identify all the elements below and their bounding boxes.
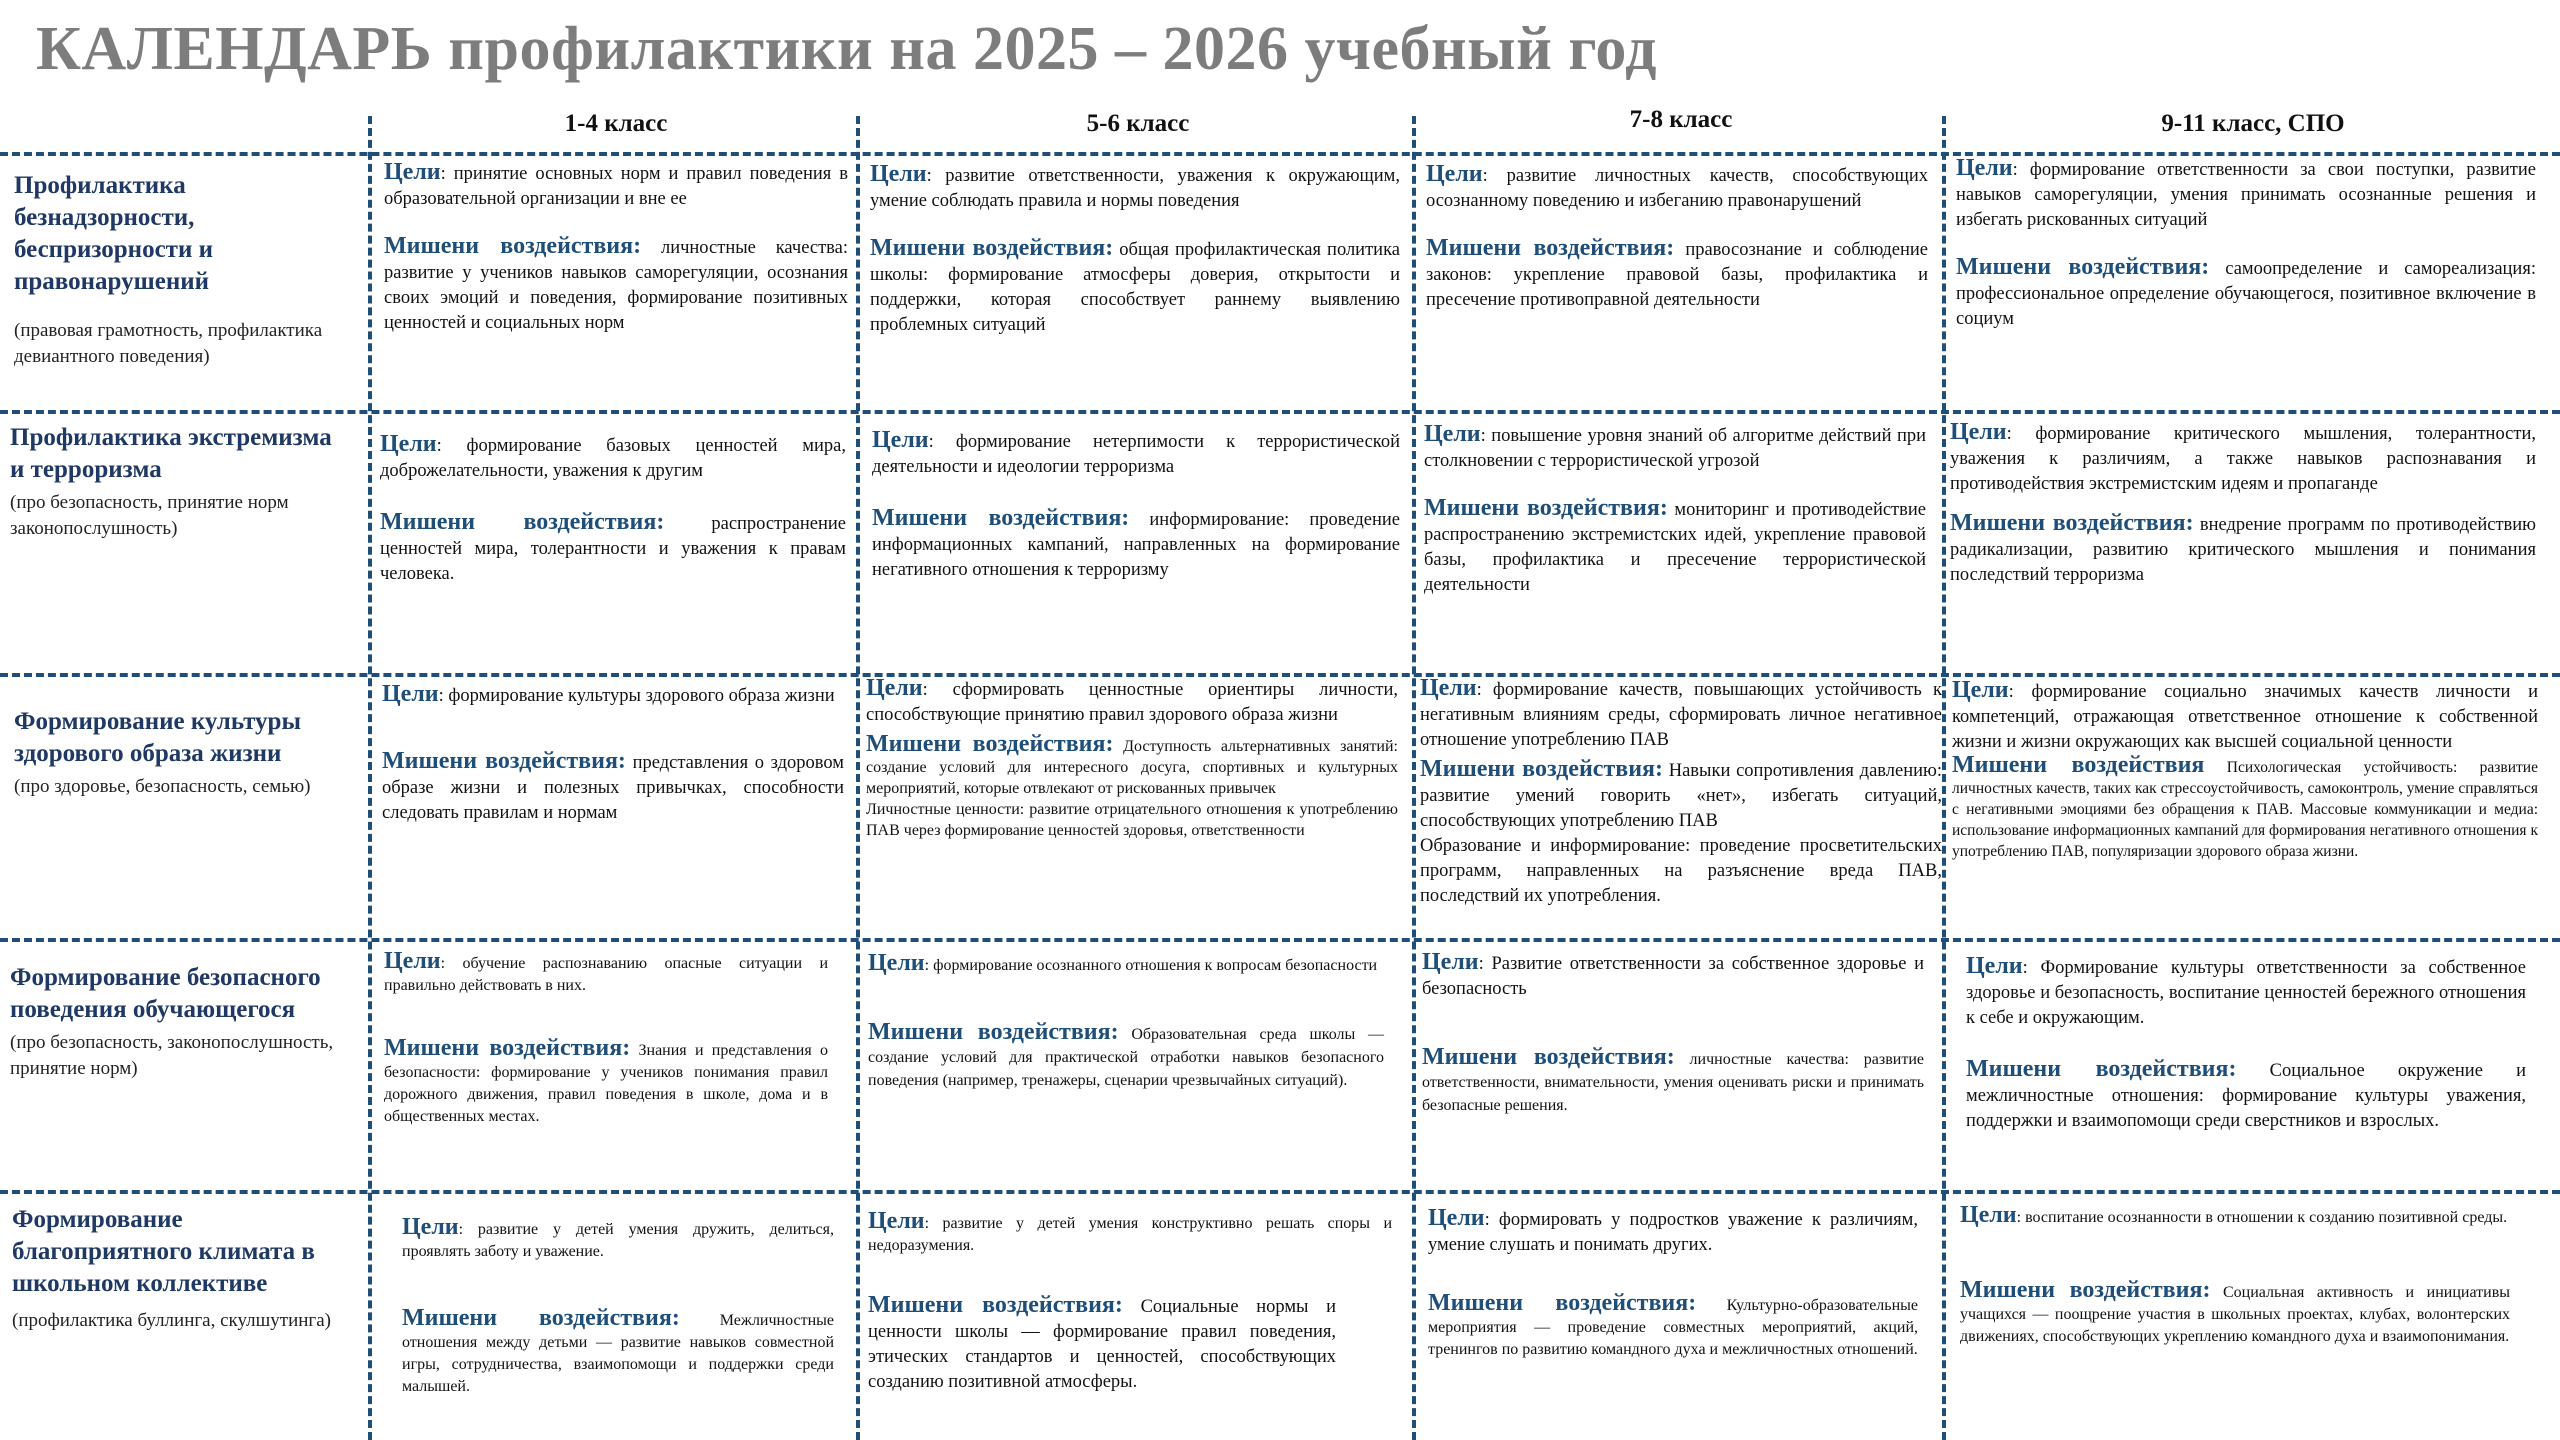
goal-text: : Развитие ответственности за собственное здоровье и безопасность bbox=[1422, 954, 1924, 999]
column-header-1-4: 1-4 класс bbox=[564, 110, 668, 137]
target-label: Мишени воздействия: bbox=[382, 748, 626, 774]
target-label: Мишени воздействия: bbox=[384, 233, 642, 259]
cell bbox=[382, 682, 844, 848]
target-text: Психологическая устойчивость: развитие личностных качеств, таких как стрессоустойчивость, самоконтроль, умение справляться с негативными эмоциями без обращения к ПАВ. Массовые коммуникации и медиа: использование информационных кампаний для формирования негативного отношения к употреблению ПАВ, популяризации здорового образа жизни. bbox=[1952, 759, 2538, 860]
target-text: Социальное окружение и межличностные отношения: формирование культуры уважения, поддержки и взаимопомощи среди сверстников и взрослых. bbox=[1966, 1061, 2526, 1131]
target-text: Образовательная среда школы — создание условий для практической отработки навыков безопасного поведения (например, тренажеры, сценарии чрезвычайных ситуаций). bbox=[868, 1026, 1384, 1089]
row-subtitle: (профилактика буллинга, скулшутинга) bbox=[12, 1310, 331, 1331]
row-title: Профилактика безнадзорности, беспризорности и правонарушений bbox=[14, 172, 214, 295]
row-subtitle: (про безопасность, законопослушность, принятие норм) bbox=[10, 1032, 334, 1079]
target-label: Мишени воздействия: bbox=[1950, 510, 2194, 536]
cell bbox=[380, 432, 846, 609]
goal-label: Цели bbox=[1428, 1205, 1485, 1231]
row-header bbox=[10, 422, 350, 542]
target-label: Мишени воздействия: bbox=[866, 731, 1114, 757]
target-label: Мишени воздействия: bbox=[384, 1035, 631, 1061]
target-label: Мишени воздействия: bbox=[870, 235, 1114, 261]
cell bbox=[1428, 1206, 1918, 1383]
target-label: Мишени воздействия: bbox=[402, 1305, 680, 1331]
row-header bbox=[14, 170, 354, 370]
target-text: личностные качества: развитие у учеников навыков саморегуляции, осознания своих эмоций и поведения, формирование позитивных ценностей и социальных норм bbox=[384, 238, 849, 333]
target-text: Навыки сопротивления давлению: развитие умений говорить «нет», избегать ситуаций, способствующих употреблению ПАВ bbox=[1420, 761, 1942, 831]
row-title: Формирование благоприятного климата в школьном коллективе bbox=[12, 1206, 315, 1297]
cell bbox=[384, 950, 828, 1150]
target-text: правосознание и соблюдение законов: укрепление правовой базы, профилактика и пресечение противоправной деятельности bbox=[1426, 240, 1929, 310]
goal-label: Цели bbox=[1426, 161, 1483, 187]
goal-text: : сформировать ценностные ориентиры личности, способствующие принятию правил здорового образа жизни bbox=[866, 680, 1398, 725]
target-label: Мишени воздействия: bbox=[868, 1292, 1123, 1318]
column-divider bbox=[1942, 116, 1946, 1440]
goal-label: Цели bbox=[380, 431, 437, 457]
cell bbox=[1966, 954, 2526, 1156]
cell bbox=[1960, 1204, 2510, 1370]
target-label: Мишени воздействия: bbox=[1966, 1056, 2237, 1082]
cell bbox=[872, 428, 1400, 605]
row-header bbox=[14, 706, 354, 800]
goal-text: : формирование нетерпимости к террористической деятельности и идеологии терроризма bbox=[872, 432, 1400, 477]
target-label: Мишени воздействия: bbox=[1956, 254, 2210, 280]
row-header bbox=[10, 962, 350, 1082]
row-divider bbox=[0, 410, 2560, 414]
target-text: Межличностные отношения между детьми — развитие навыков совместной игры, сотрудничества, взаимопомощи и поддержки среди малышей. bbox=[402, 1312, 834, 1395]
goal-text: : формировать у подростков уважение к различиям, умение слушать и понимать других. bbox=[1428, 1210, 1918, 1255]
goal-text: : развитие у детей умения конструктивно решать споры и недоразумения. bbox=[868, 1215, 1392, 1254]
cell bbox=[1952, 678, 2538, 862]
goal-text: : Формирование культуры ответственности за собственное здоровье и безопасность, воспитание ценностей бережного отношения к себе и окружающим. bbox=[1966, 958, 2526, 1028]
target-text-extra: Личностные ценности: развитие отрицательного отношения к употреблению ПАВ через формирование ценностей здоровья, ответственности bbox=[866, 801, 1398, 839]
goal-text: : формирование социально значимых качеств личности и компетенций, отражающая ответственное отношение к собственной жизни и жизни окружающих как высшей социальной ценности bbox=[1952, 682, 2538, 752]
goal-label: Цели bbox=[1950, 419, 2007, 445]
goal-text: : формирование ответственности за свои поступки, развитие навыков саморегуляции, умения принимать осознанные решения и избегать рискованных ситуаций bbox=[1956, 160, 2536, 230]
column-divider bbox=[368, 116, 372, 1440]
goal-text: : формирование культуры здорового образа жизни bbox=[438, 686, 835, 706]
target-text: информирование: проведение информационных кампаний, направленных на формирование негативного отношения к терроризму bbox=[872, 510, 1400, 580]
goal-label: Цели bbox=[868, 950, 925, 976]
goal-text: : формирование осознанного отношения к вопросам безопасности bbox=[924, 957, 1378, 974]
target-label: Мишени воздействия: bbox=[1428, 1290, 1697, 1316]
goal-label: Цели bbox=[1966, 953, 2023, 979]
goal-label: Цели bbox=[1424, 421, 1481, 447]
goal-text: : обучение распознаванию опасные ситуации и правильно действовать в них. bbox=[384, 955, 828, 994]
row-title: Формирование безопасного поведения обучающегося bbox=[10, 964, 321, 1023]
cell bbox=[1950, 420, 2536, 610]
cell bbox=[868, 952, 1384, 1114]
column-header-5-6: 5-6 класс bbox=[1086, 110, 1190, 137]
goal-text: : развитие ответственности, уважения к окружающим, умение соблюдать правила и нормы поведения bbox=[870, 166, 1400, 211]
goal-text: : формирование качеств, повышающих устойчивость к негативным влияниям среды, сформировать личное негативное отношение употреблению ПАВ bbox=[1420, 680, 1942, 750]
target-text-extra: Образование и информирование: проведение просветительских программ, направленных на разъяснение вреда ПАВ, последствий их употребления. bbox=[1420, 836, 1942, 906]
goal-text: : повышение уровня знаний об алгоритме действий при столкновении с террористической угрозой bbox=[1424, 426, 1926, 471]
target-label: Мишени воздействия: bbox=[1420, 756, 1663, 782]
cell bbox=[1956, 156, 2536, 354]
cell bbox=[1422, 950, 1924, 1139]
column-divider bbox=[1412, 116, 1416, 1440]
target-text: распространение ценностей мира, толерантности и уважения к правам человека. bbox=[380, 514, 846, 584]
row-divider bbox=[0, 1190, 2560, 1194]
goal-label: Цели bbox=[872, 427, 929, 453]
column-divider bbox=[856, 116, 860, 1440]
goal-text: : формирование критического мышления, толерантности, уважения к различиям, а также навыков распознавания и противодействия экстремистским идеям и пропаганде bbox=[1950, 424, 2536, 494]
goal-label: Цели bbox=[1420, 675, 1477, 701]
goal-label: Цели bbox=[384, 159, 441, 185]
goal-label: Цели bbox=[1952, 677, 2009, 703]
goal-label: Цели bbox=[1422, 949, 1479, 975]
target-text: Знания и представления о безопасности: формирование у учеников понимания правил дорожного движения, правил поведения в школе, дома и в общественных местах. bbox=[384, 1042, 828, 1125]
row-divider bbox=[0, 938, 2560, 942]
target-label: Мишени воздействия: bbox=[1424, 495, 1668, 521]
goal-label: Цели bbox=[1960, 1202, 2017, 1228]
target-text: мониторинг и противодействие распространению экстремистских идей, укрепление правовой базы, профилактика и пресечение террористической деятельности bbox=[1424, 500, 1926, 595]
target-label: Мишени воздействия: bbox=[1422, 1044, 1675, 1070]
target-label: Мишени воздействия: bbox=[1426, 235, 1675, 261]
cell bbox=[870, 162, 1400, 360]
goal-text: : развитие личностных качеств, способствующих осознанному поведению и избеганию правонарушений bbox=[1426, 166, 1928, 211]
goal-text: : формирование базовых ценностей мира, доброжелательности, уважения к другим bbox=[380, 436, 846, 481]
goal-label: Цели bbox=[870, 161, 927, 187]
column-header-9-11: 9-11 класс, СПО bbox=[2161, 110, 2345, 137]
target-text: Доступность альтернативных занятий: создание условий для интересного досуга, спортивных и культурных мероприятий, которые отвлекают от рискованных привычек bbox=[866, 738, 1398, 797]
page-title: КАЛЕНДАРЬ профилактики на 2025 – 2026 учебный год bbox=[36, 15, 1657, 83]
target-label: Мишени воздействия: bbox=[380, 509, 665, 535]
cell bbox=[1424, 422, 1926, 620]
goal-text: : развитие у детей умения дружить, делиться, проявлять заботу и уважение. bbox=[402, 1221, 834, 1260]
cell bbox=[1426, 162, 1928, 335]
column-header-7-8: 7-8 класс bbox=[1629, 106, 1733, 133]
cell bbox=[402, 1216, 834, 1420]
target-label: Мишени воздействия: bbox=[1960, 1277, 2211, 1303]
cell bbox=[866, 676, 1398, 841]
row-subtitle: (правовая грамотность, профилактика девиантного поведения) bbox=[14, 320, 323, 367]
target-text: общая профилактическая политика школы: формирование атмосферы доверия, открытости и поддержки, которая способствует раннему выявлению проблемных ситуаций bbox=[870, 240, 1400, 335]
target-label: Мишени воздействия bbox=[1952, 752, 2205, 778]
goal-label: Цели bbox=[866, 675, 923, 701]
row-title: Профилактика экстремизма и терроризма bbox=[10, 424, 332, 483]
goal-label: Цели bbox=[382, 681, 439, 707]
row-header bbox=[12, 1204, 352, 1334]
goal-label: Цели bbox=[384, 948, 441, 974]
goal-label: Цели bbox=[402, 1214, 459, 1240]
goal-text: : воспитание осознанности в отношении к созданию позитивной среды. bbox=[2016, 1209, 2508, 1226]
target-text: Социальные нормы и ценности школы — формирование правил поведения, этических стандартов и ценностей, способствующих созданию позитивной атмосферы. bbox=[868, 1297, 1336, 1392]
cell bbox=[868, 1210, 1392, 1417]
target-label: Мишени воздействия: bbox=[868, 1019, 1119, 1045]
target-text: Социальная активность и инициативы учащихся — поощрение участия в школьных проектах, клубах, волонтерских движениях, способствующих укреплению командного духа и взаимопонимания. bbox=[1960, 1284, 2511, 1345]
goal-label: Цели bbox=[1956, 155, 2013, 181]
target-text: внедрение программ по противодействию радикализации, развитию критического мышления и понимания последствий терроризма bbox=[1950, 515, 2536, 585]
goal-label: Цели bbox=[868, 1208, 925, 1234]
target-text: самоопределение и самореализация: профессиональное определение обучающегося, позитивное включение в социум bbox=[1956, 259, 2536, 329]
row-title: Формирование культуры здорового образа жизни bbox=[14, 708, 301, 767]
target-text: Культурно-образовательные мероприятия — проведение совместных мероприятий, акций, тренингов по развитию командного духа и межличностных отношений. bbox=[1428, 1297, 1918, 1358]
row-subtitle: (про здоровье, безопасность, семью) bbox=[14, 776, 311, 797]
cell bbox=[1420, 676, 1942, 909]
goal-text: : принятие основных норм и правил поведения в образовательной организации и вне ее bbox=[384, 164, 848, 209]
row-subtitle: (про безопасность, принятие норм законопослушность) bbox=[10, 492, 289, 539]
target-label: Мишени воздействия: bbox=[872, 505, 1130, 531]
cell bbox=[384, 160, 848, 358]
target-text: личностные качества: развитие ответственности, внимательности, умения оценивать риски и принимать безопасные решения. bbox=[1422, 1051, 1924, 1114]
target-text: представления о здоровом образе жизни и полезных привычках, способности следовать правилам и нормам bbox=[382, 753, 844, 823]
